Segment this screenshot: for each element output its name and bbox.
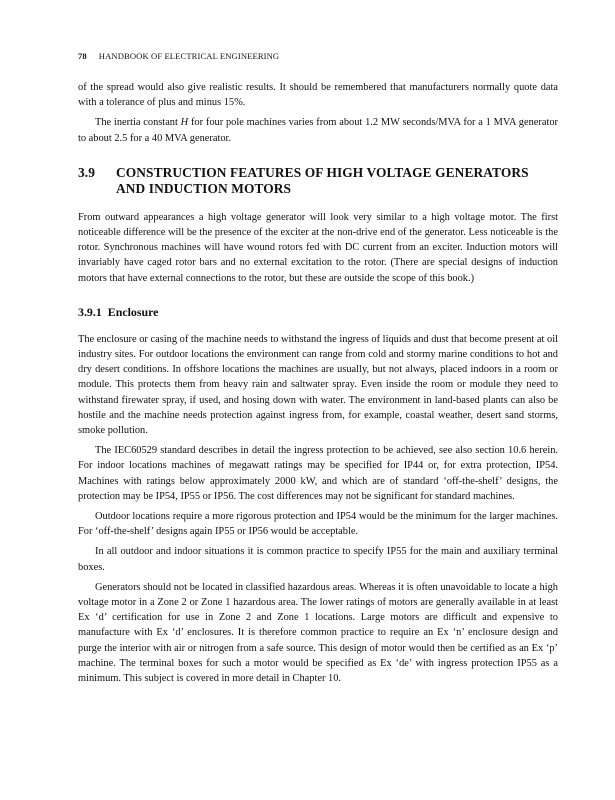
paragraph-hazardous-areas: Generators should not be located in classified hazardous areas. Whereas it is often unavoidable to locate a high voltage motor in a Zone 2 or Zone 1 hazardous area. The lower ratings of motors are generally available in at least Ex ‘d’ certification for use in Zone 2 and Zone 1 locations. Large motors are difficult and expensive to manufacture with Ex ‘d’ enclosures. It is therefore common practice to require an Ex ‘n’ enclosure design and purge the interior with air or nitrogen from a safe source. This design of motor would then be certified as an Ex ‘p’ machine. The terminal boxes for such a motor would be specified as Ex ‘de’ with ingress protection IP55 as a minimum. This subject is covered in more detail in Chapter 10. — [78, 581, 558, 685]
book-page — [78, 50, 558, 691]
section-heading — [78, 165, 558, 198]
inertia-symbol: H — [180, 117, 189, 129]
paragraph-terminal-boxes: In all outdoor and indoor situations it is common practice to specify IP55 for the main and auxiliary terminal boxes. — [78, 546, 558, 573]
page-number: 78 — [78, 51, 87, 61]
paragraph-outdoor-protection: Outdoor locations require a more rigorous protection and IP54 would be the minimum for the larger machines. For ‘off-the-shelf’ designs again IP55 or IP56 would be acceptable. — [78, 511, 558, 538]
running-title: HANDBOOK OF ELECTRICAL ENGINEERING — [98, 51, 280, 61]
paragraph-inertia-constant — [78, 115, 558, 145]
subsection-heading — [78, 305, 558, 320]
subsection-title: Enclosure — [107, 304, 159, 319]
paragraph-spread-continuation: of the spread would also give realistic results. It should be remembered that manufacturers normally quote data with a tolerance of plus and minus 15%. — [78, 82, 558, 109]
paragraph-enclosure-environment: The enclosure or casing of the machine needs to withstand the ingress of liquids and dust that become present at oil industry sites. For outdoor locations the environment can range from cold and stormy marine conditions to hot and dry desert conditions. In offshore locations the machines are usually, but not always, placed indoors in a room or module. This protects them from heavy rain and saltwater spray. Even inside the room or module they need to withstand firewater spray, if used, and hosing down with water. The environment in land-based plants can also be hostile and the machine needs protection against ingress from, for example, coastal weather, desert sand storms, smoke pollution. — [78, 333, 558, 437]
inertia-text-after: for four pole machines varies from about 1.2 MW seconds/MVA for a 1 MVA generator to about 2.5 for a 40 MVA generator. — [78, 117, 558, 144]
subsection-number: 3.9.1 — [78, 304, 102, 319]
paragraph-construction-intro: From outward appearances a high voltage generator will look very similar to a high voltage motor. The first noticeable difference will be the presence of the exciter at the non-drive end of the generator. Less noticeable is the rotor. Synchronous machines will have wound rotors fed with DC current from an exciter. Induction motors will invariably have caged rotor bars and no external excitation to the rotor. (There are special designs of induction motors that have external connections to the rotor, but these are outside the scope of this book.) — [78, 211, 558, 284]
running-header — [78, 50, 558, 62]
inertia-text-before: The inertia constant — [95, 117, 181, 129]
paragraph-iec60529: The IEC60529 standard describes in detail the ingress protection to be achieved, see also section 10.6 herein. For indoor locations machines of megawatt ratings may be specified for IP44 or, for extra protection, IP54. Machines with ratings below approximately 2000 kW, and which are of standard ‘off-the-shelf’ designs, the protection may be IP54, IP55 or IP56. The cost differences may not be significant for standard machines. — [78, 445, 558, 502]
section-title: CONSTRUCTION FEATURES OF HIGH VOLTAGE GENERATORS AND INDUCTION MOTORS — [116, 164, 529, 197]
section-number: 3.9 — [78, 164, 96, 180]
